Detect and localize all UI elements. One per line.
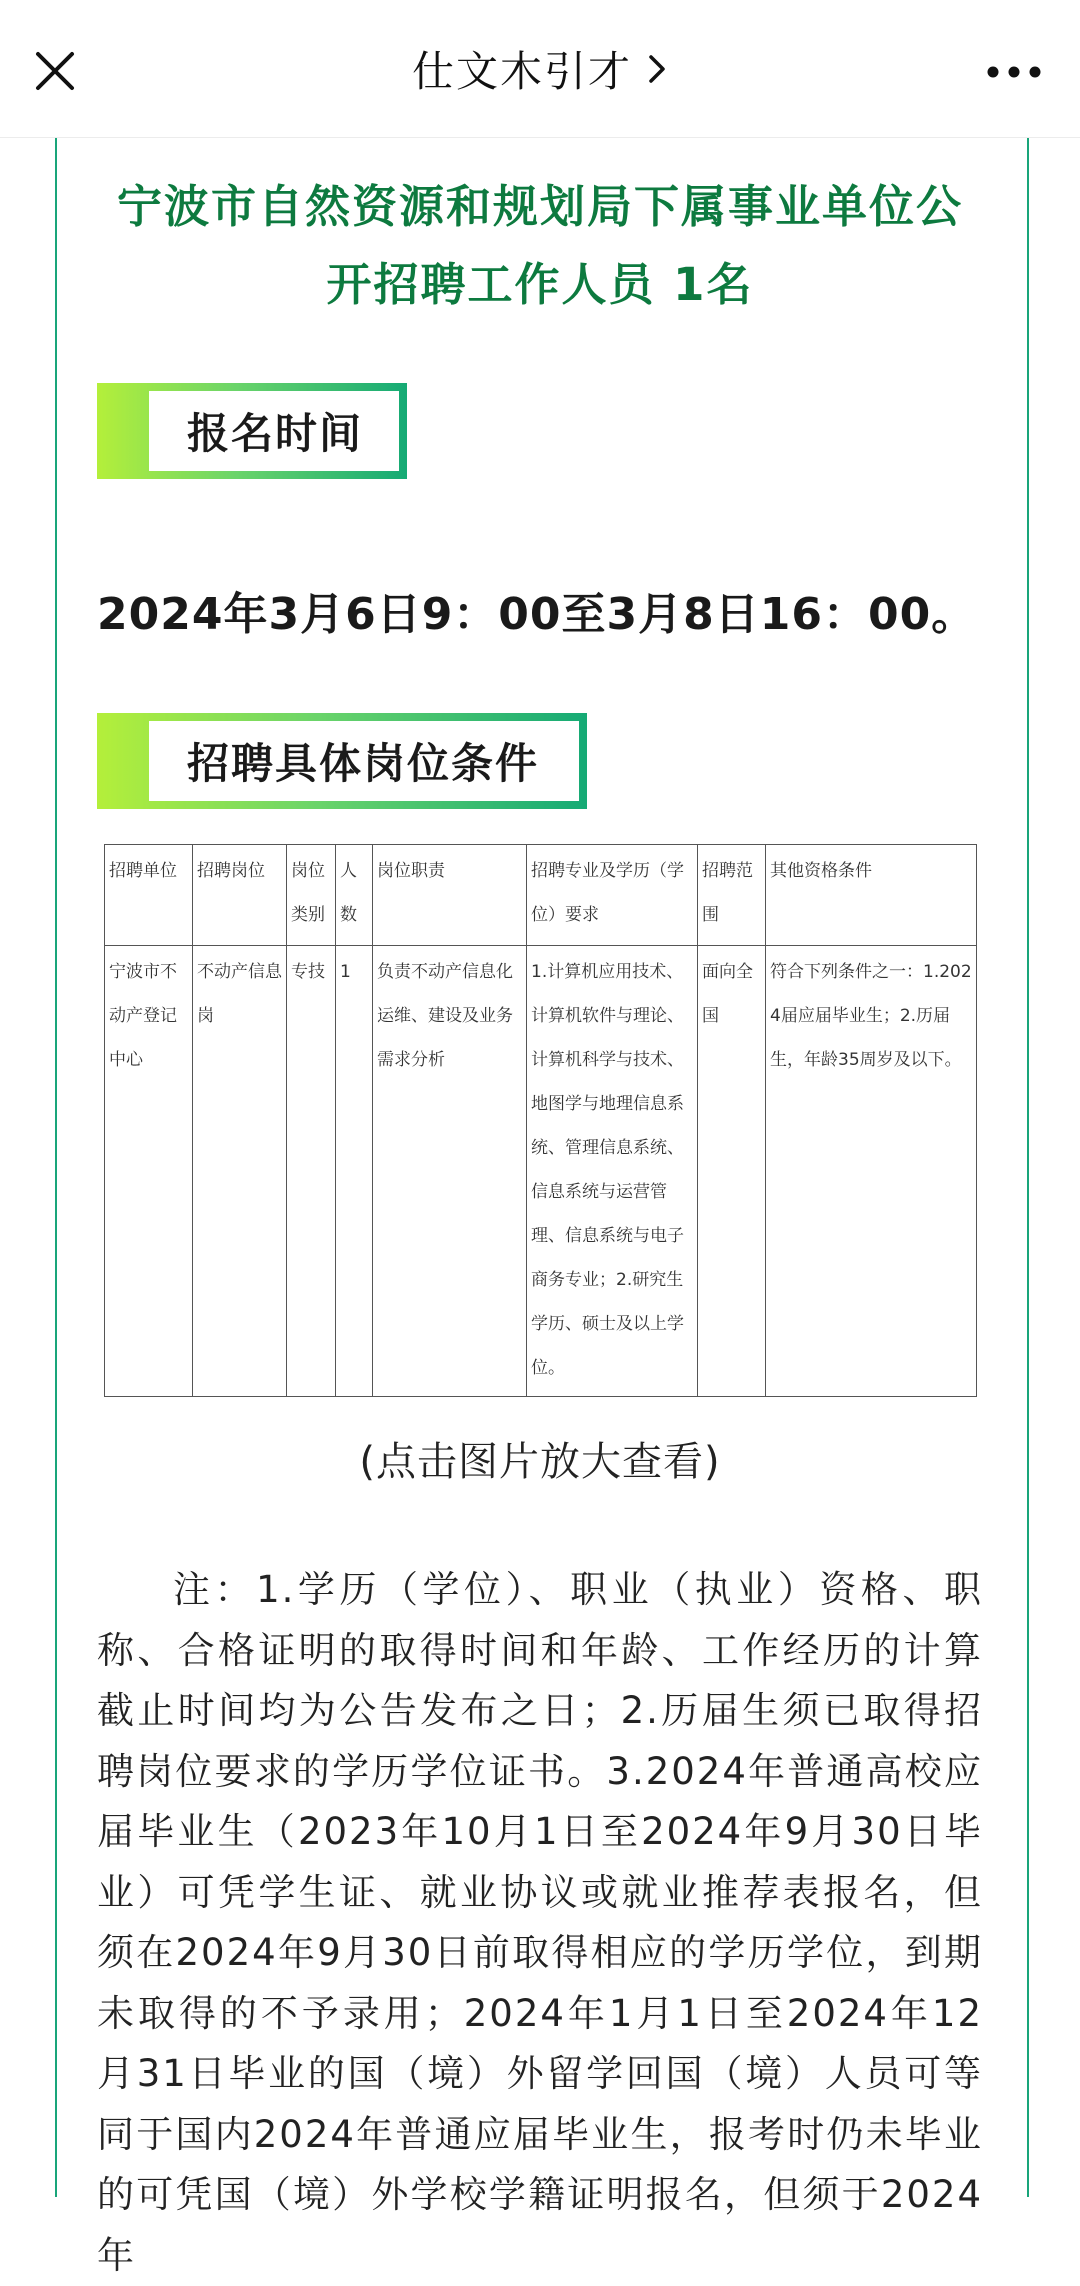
table-header-cell: 岗位类别: [287, 845, 336, 946]
table-header-row: [105, 845, 977, 946]
table-header-cell: 岗位职责: [373, 845, 527, 946]
job-table-image[interactable]: [104, 844, 977, 1397]
table-cell: 1: [336, 946, 373, 1397]
table-cell: 宁波市不动产登记中心: [105, 946, 193, 1397]
section-header-registration: [97, 383, 407, 479]
table-header-cell: 其他资格条件: [766, 845, 977, 946]
article-title: 宁波市自然资源和规划局下属事业单位公开招聘工作人员 1名: [116, 180, 963, 311]
table-cell: 负责不动产信息化运维、建设及业务需求分析: [373, 946, 527, 1397]
image-caption: (点击图片放大查看): [359, 1439, 721, 1485]
chevron-right-icon: [646, 51, 668, 87]
table-cell: 面向全国: [698, 946, 766, 1397]
table-row: [105, 946, 977, 1397]
table-header-cell: 人数: [336, 845, 373, 946]
table-header-cell: 招聘单位: [105, 845, 193, 946]
table-cell: 专技: [287, 946, 336, 1397]
table-header-cell: 招聘岗位: [193, 845, 287, 946]
registration-time: 2024年3月6日9：00至3月8日16：00。: [97, 589, 977, 640]
table-cell: 不动产信息岗: [193, 946, 287, 1397]
section-header-label: 报名时间: [149, 391, 399, 471]
close-icon[interactable]: [32, 48, 78, 94]
account-title: 仕文木引才: [411, 46, 632, 96]
table-cell: 1.计算机应用技术、计算机软件与理论、计算机科学与技术、地图学与地理信息系统、管理信息系统、信息系统与运营管理、信息系统与电子商务专业；2.研究生学历、硕士及以上学位。: [527, 946, 698, 1397]
more-dots-icon[interactable]: [984, 52, 1044, 92]
account-title-link[interactable]: [412, 39, 668, 99]
note-paragraph: 注：1.学历（学位）、职业（执业）资格、职称、合格证明的取得时间和年龄、工作经历的计算截止时间均为公告发布之日；2.历届生须已取得招聘岗位要求的学历学位证书。3.2024年普通高校应届毕业生（2023年10月1日至2024年9月30日毕业）可凭学生证、就业协议或就业推荐表报名，但须在2024年9月30日前取得相应的学历学位，到期未取得的不予录用；2024年1月1日至2024年12月31日毕业的国（境）外留学回国（境）人员可等同于国内2024年普通应届毕业生，报考时仍未毕业的可凭国（境）外学校学籍证明报名，但须于2024年: [97, 1568, 983, 2277]
section-header-label: 招聘具体岗位条件: [149, 721, 579, 801]
top-bar: [0, 0, 1080, 138]
table-header-cell: 招聘专业及学历（学位）要求: [527, 845, 698, 946]
section-header-positions: [97, 713, 587, 809]
table-header-cell: 招聘范围: [698, 845, 766, 946]
table-cell: 符合下列条件之一：1.2024届应届毕业生；2.历届生，年龄35周岁及以下。: [766, 946, 977, 1397]
